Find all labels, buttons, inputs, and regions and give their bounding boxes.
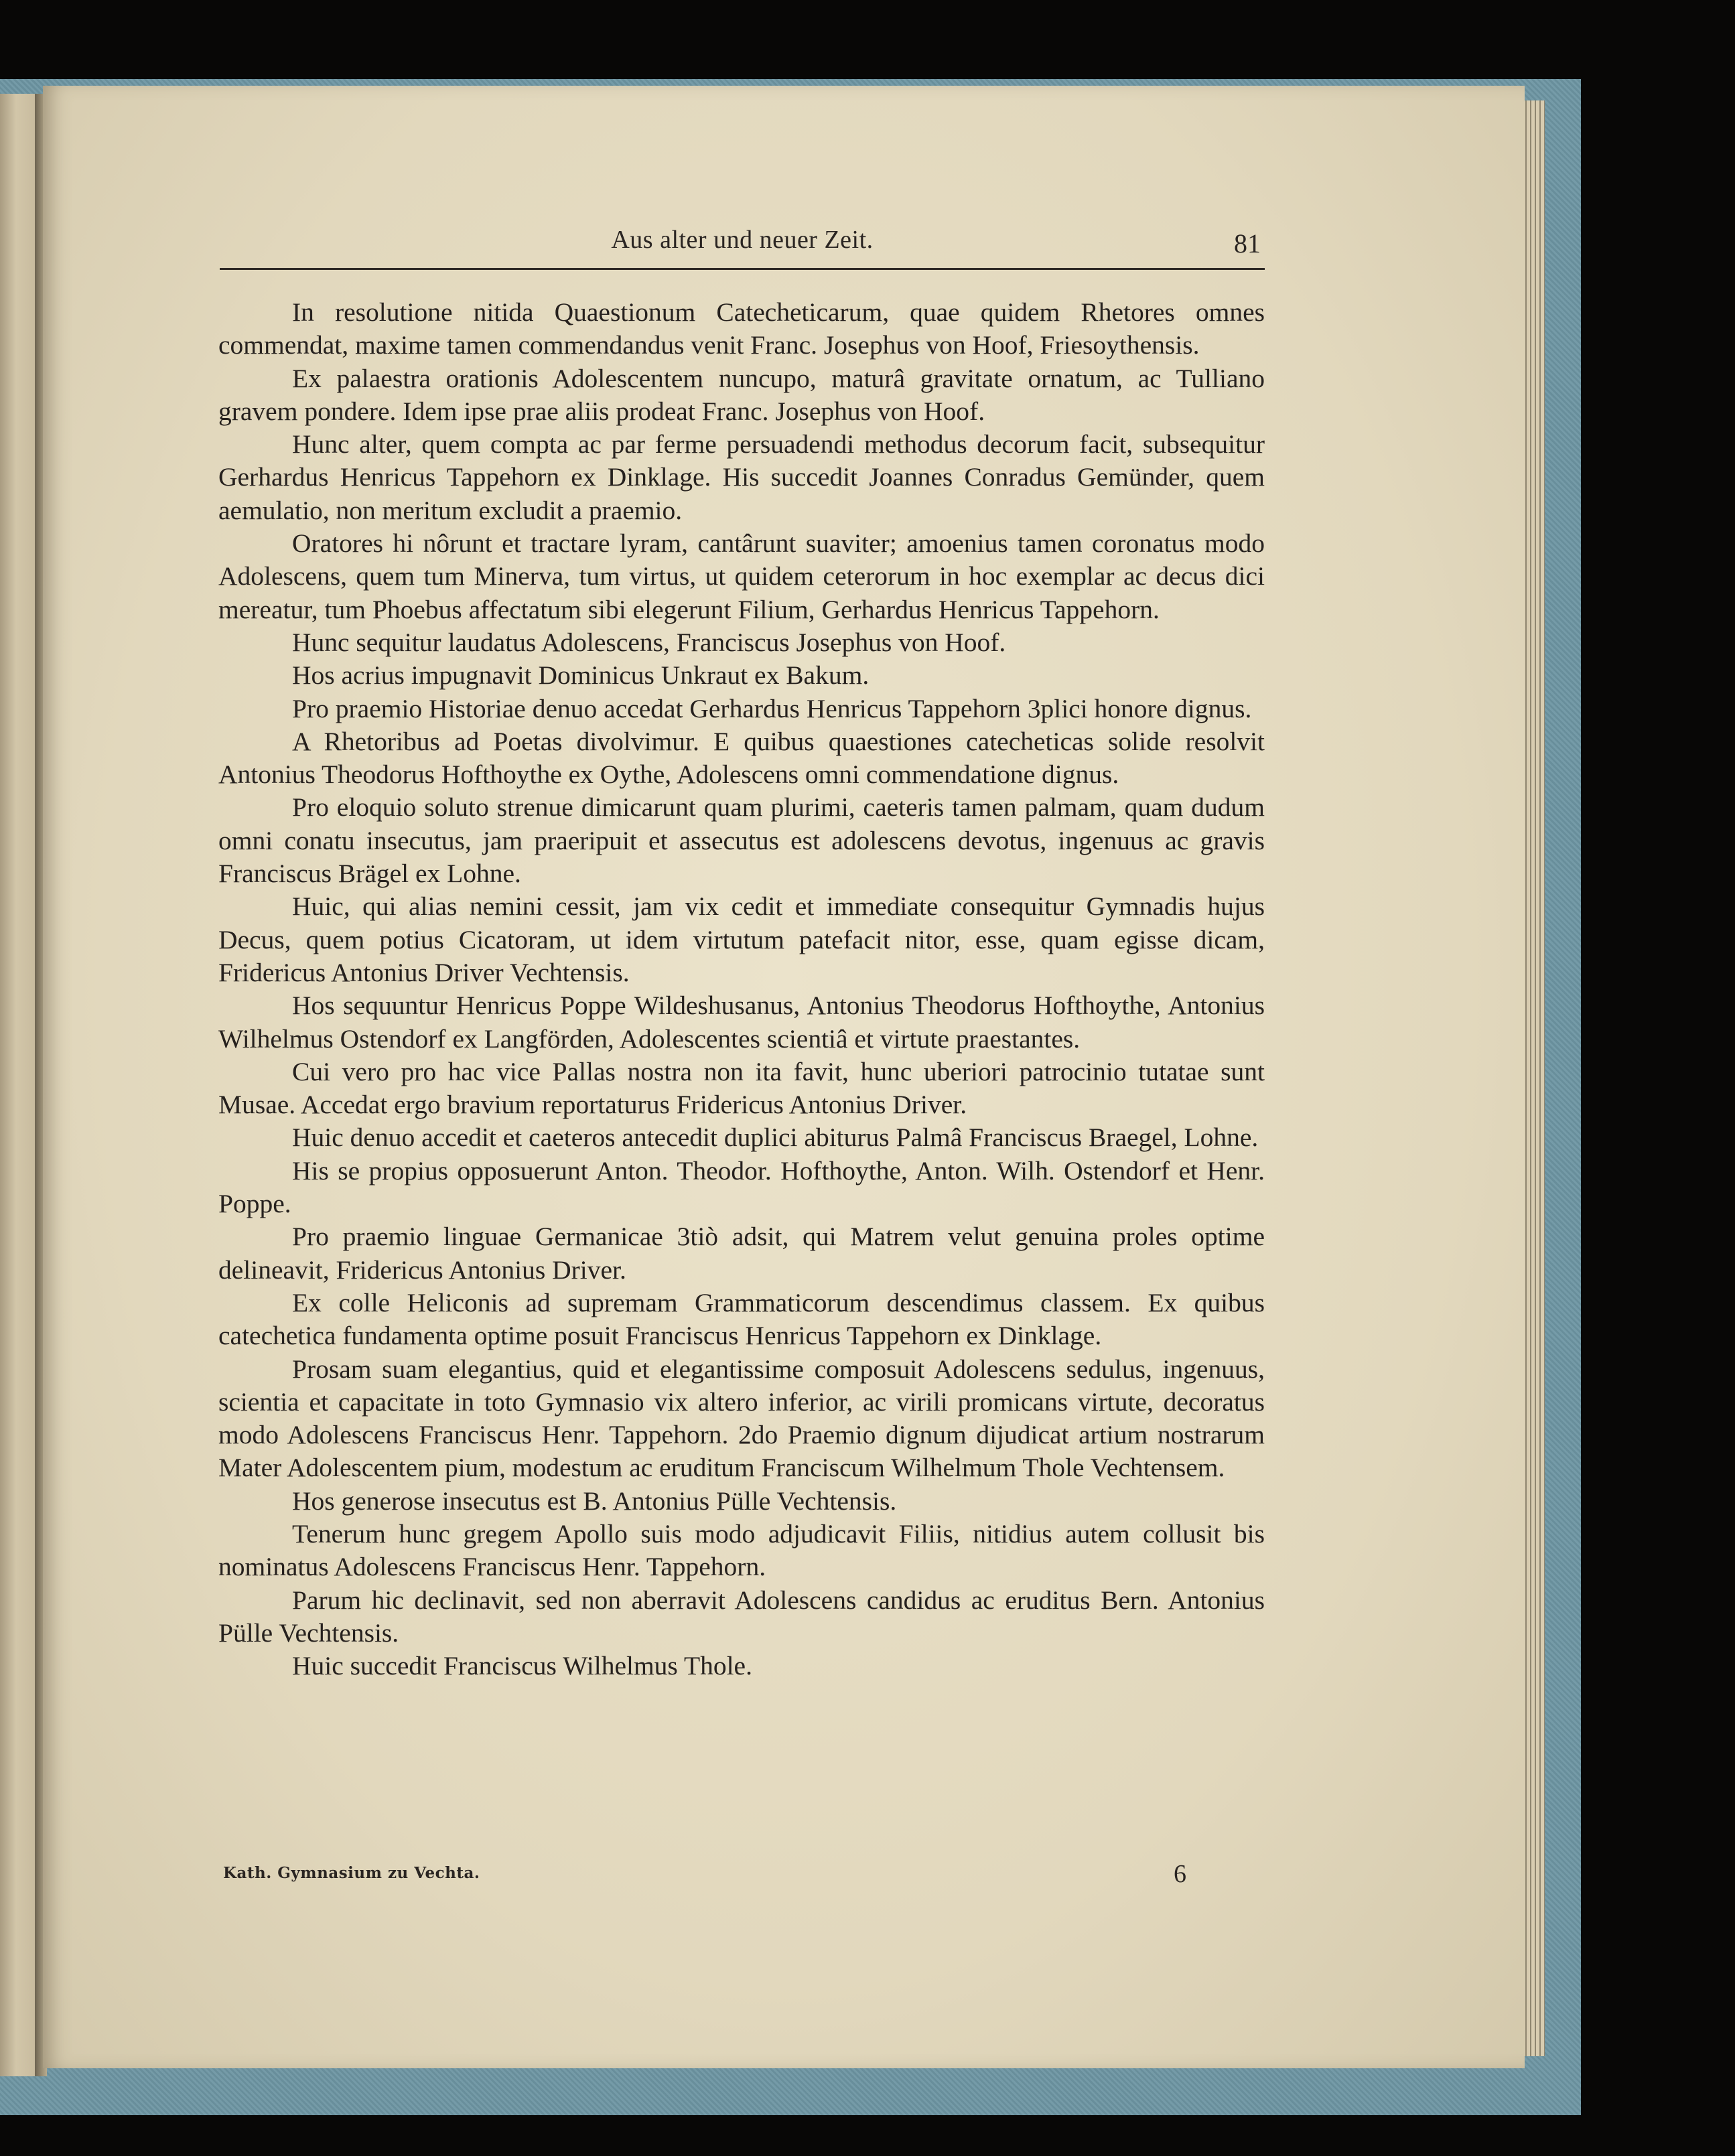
paragraph: In resolutione nitida Quaestionum Catecheticarum, quae quidem Rhetores omnes commendat, maxime tamen commendandus venit Franc. Josephus von Hoof, Friesoythensis. (218, 297, 1265, 360)
paragraph: Huic succedit Franciscus Wilhelmus Thole. (292, 1651, 752, 1681)
paragraph: Parum hic declinavit, sed non aberravit Adolescens candidus ac eruditus Bern. Antonius Pülle Vechtensis. (218, 1585, 1265, 1648)
facing-page-edge (0, 94, 40, 2076)
paragraph: Ex colle Heliconis ad supremam Grammaticorum descendimus classem. Ex quibus catechetica fundamenta optime posuit Franciscus Henricus Tappehorn ex Dinklage. (218, 1287, 1265, 1351)
paragraph: Prosam suam elegantius, quid et elegantissime composuit Adolescens sedulus, ingenuus, scientia et capacitate in toto Gymnasio vix altero inferior, ac virili promicans virtute, decoratus modo Adolescens Franciscus Henr. Tappehorn. 2do Praemio dignum dijudicat artium nostrarum Mater Adolescentem pium, modestum ac eruditum Franciscum Wilhelmum Thole Vechtensem. (218, 1354, 1265, 1483)
paragraph: Hos sequuntur Henricus Poppe Wildeshusanus, Antonius Theodorus Hofthoythe, Antonius Wilhelmus Ostendorf ex Langförden, Adolescentes scientiâ et virtute praestantes. (218, 991, 1265, 1054)
sheet-number: 6 (1174, 1860, 1186, 1888)
body-text (218, 296, 1265, 1682)
paragraph: Tenerum hunc gregem Apollo suis modo adjudicavit Filiis, nitidius autem collusit bis nominatus Adolescens Franciscus Henr. Tappehorn. (218, 1518, 1265, 1582)
paragraph: A Rhetoribus ad Poetas divolvimur. E quibus quaestiones catecheticas solide resolvit Antonius Theodorus Hofthoythe ex Oythe, Adolescens omni commendatione dignus. (218, 726, 1265, 790)
paragraph: His se propius opposuerunt Anton. Theodor. Hofthoythe, Anton. Wilh. Ostendorf et Henr. Poppe. (218, 1155, 1265, 1219)
paragraph: Pro eloquio soluto strenue dimicarunt quam plurimi, caeteris tamen palmam, quam dudum omni conatu insecutus, jam praeripuit et assecutus est adolescens devotus, ingenuus ac gravis Franciscus Brägel ex Lohne. (218, 792, 1265, 889)
paragraph: Hunc alter, quem compta ac par ferme persuadendi methodus decorum facit, subsequitur Gerhardus Henricus Tappehorn ex Dinklage. His succedit Joannes Conradus Gemünder, quem aemulatio, non meritum excludit a praemio. (218, 429, 1265, 525)
paragraph: Oratores hi nôrunt et tractare lyram, cantârunt suaviter; amoenius tamen coronatus modo Adolescens, quem tum Minerva, tum virtus, ut quidem ceterorum in hoc exemplar ac decus dici mereatur, tum Phoebus affectatum sibi elegerunt Filium, Gerhardus Henricus Tappehorn. (218, 528, 1265, 624)
paragraph: Hunc sequitur laudatus Adolescens, Franciscus Josephus von Hoof. (292, 627, 1006, 657)
paragraph: Pro praemio linguae Germanicae 3tiò adsit, qui Matrem velut genuina proles optime delineavit, Fridericus Antonius Driver. (218, 1222, 1265, 1285)
paragraph: Huic, qui alias nemini cessit, jam vix cedit et immediate consequitur Gymnadis hujus Decus, quem potius Cicatoram, ut idem virtutum patefacit nitor, esse, quam egisse dicam, Fridericus Antonius Driver Vechtensis. (218, 891, 1265, 987)
running-title: Aus alter und neuer Zeit. (611, 226, 874, 254)
paragraph: Cui vero pro hac vice Pallas nostra non ita favit, hunc uberiori patrocinio tutatae sunt Musae. Accedat ergo bravium reportaturus Fridericus Antonius Driver. (218, 1056, 1265, 1120)
running-header (220, 221, 1265, 270)
paragraph: Hos generose insecutus est B. Antonius Pülle Vechtensis. (292, 1486, 897, 1516)
signature-mark: Kath. Gymnasium zu Vechta. (223, 1864, 480, 1882)
paragraph: Ex palaestra orationis Adolescentem nuncupo, maturâ gravitate ornatum, ac Tulliano gravem pondere. Idem ipse prae aliis prodeat Franc. Josephus von Hoof. (218, 363, 1265, 426)
paragraph: Pro praemio Historiae denuo accedat Gerhardus Henricus Tappehorn 3plici honore dignus. (292, 693, 1252, 723)
paragraph: Huic denuo accedit et caeteros antecedit duplici abiturus Palmâ Franciscus Braegel, Lohne. (292, 1123, 1259, 1153)
paragraph: Hos acrius impugnavit Dominicus Unkraut ex Bakum. (292, 660, 870, 691)
page-number: 81 (1234, 228, 1261, 259)
